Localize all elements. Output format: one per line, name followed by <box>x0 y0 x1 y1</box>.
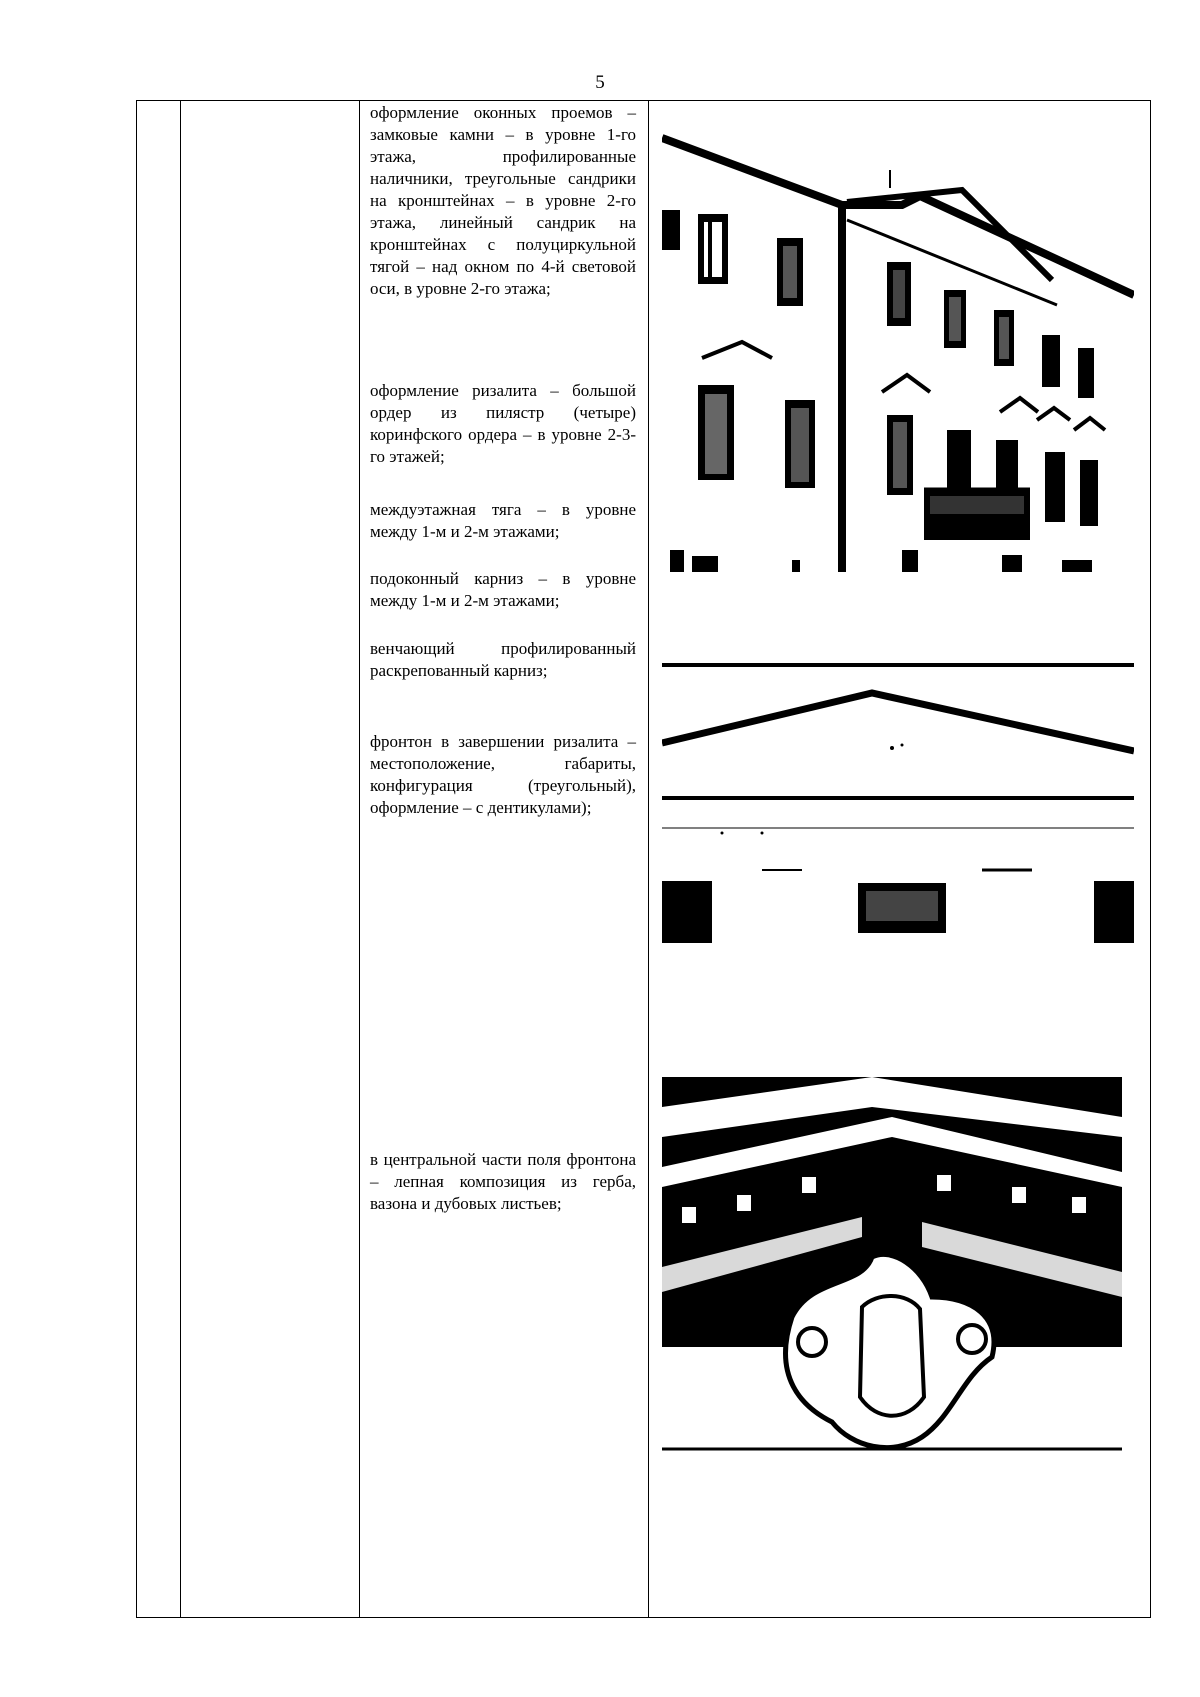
description-belt-course: междуэтажная тяга – в уровне между 1-м и 2-м этажами; <box>370 500 636 541</box>
description-risalit: оформление ризалита – большой ордер из пилястр (четыре) коринфского ордера – в уровне 2-3-го этажей; <box>370 381 636 466</box>
building-facade-photo <box>662 130 1134 572</box>
description-window-openings: оформление оконных проемов – замковые камни – в уровне 1-го этажа, профилированные наличники, треугольные сандрики на кронштейнах – в уровне 2-го этажа, линейный сандрик на кронштейнах с полуциркульной тягой – над окном по 4-й световой оси, в уровне 2-го этажа; <box>370 103 636 298</box>
column-divider <box>648 101 649 1617</box>
coat-of-arms-photo <box>662 1077 1122 1457</box>
description-stucco-composition: в центральной части поля фронтона – лепная композиция из герба, вазона и дубовых листьев; <box>370 1150 636 1213</box>
description-sill-cornice: подоконный карниз – в уровне между 1-м и 2-м этажами; <box>370 569 636 610</box>
column-divider <box>180 101 181 1617</box>
description-pediment: фронтон в завершении ризалита – местоположение, габариты, конфигурация (треугольный), оформление – с дентикулами); <box>370 732 636 817</box>
page-number: 5 <box>595 72 605 93</box>
description-crowning-cornice: венчающий профилированный раскрепованный карниз; <box>370 639 636 680</box>
coat-of-arms-image <box>662 1077 1122 1457</box>
building-facade-image <box>662 130 1134 572</box>
column-divider <box>359 101 360 1617</box>
pediment-image <box>662 663 1134 943</box>
pediment-photo <box>662 663 1134 943</box>
